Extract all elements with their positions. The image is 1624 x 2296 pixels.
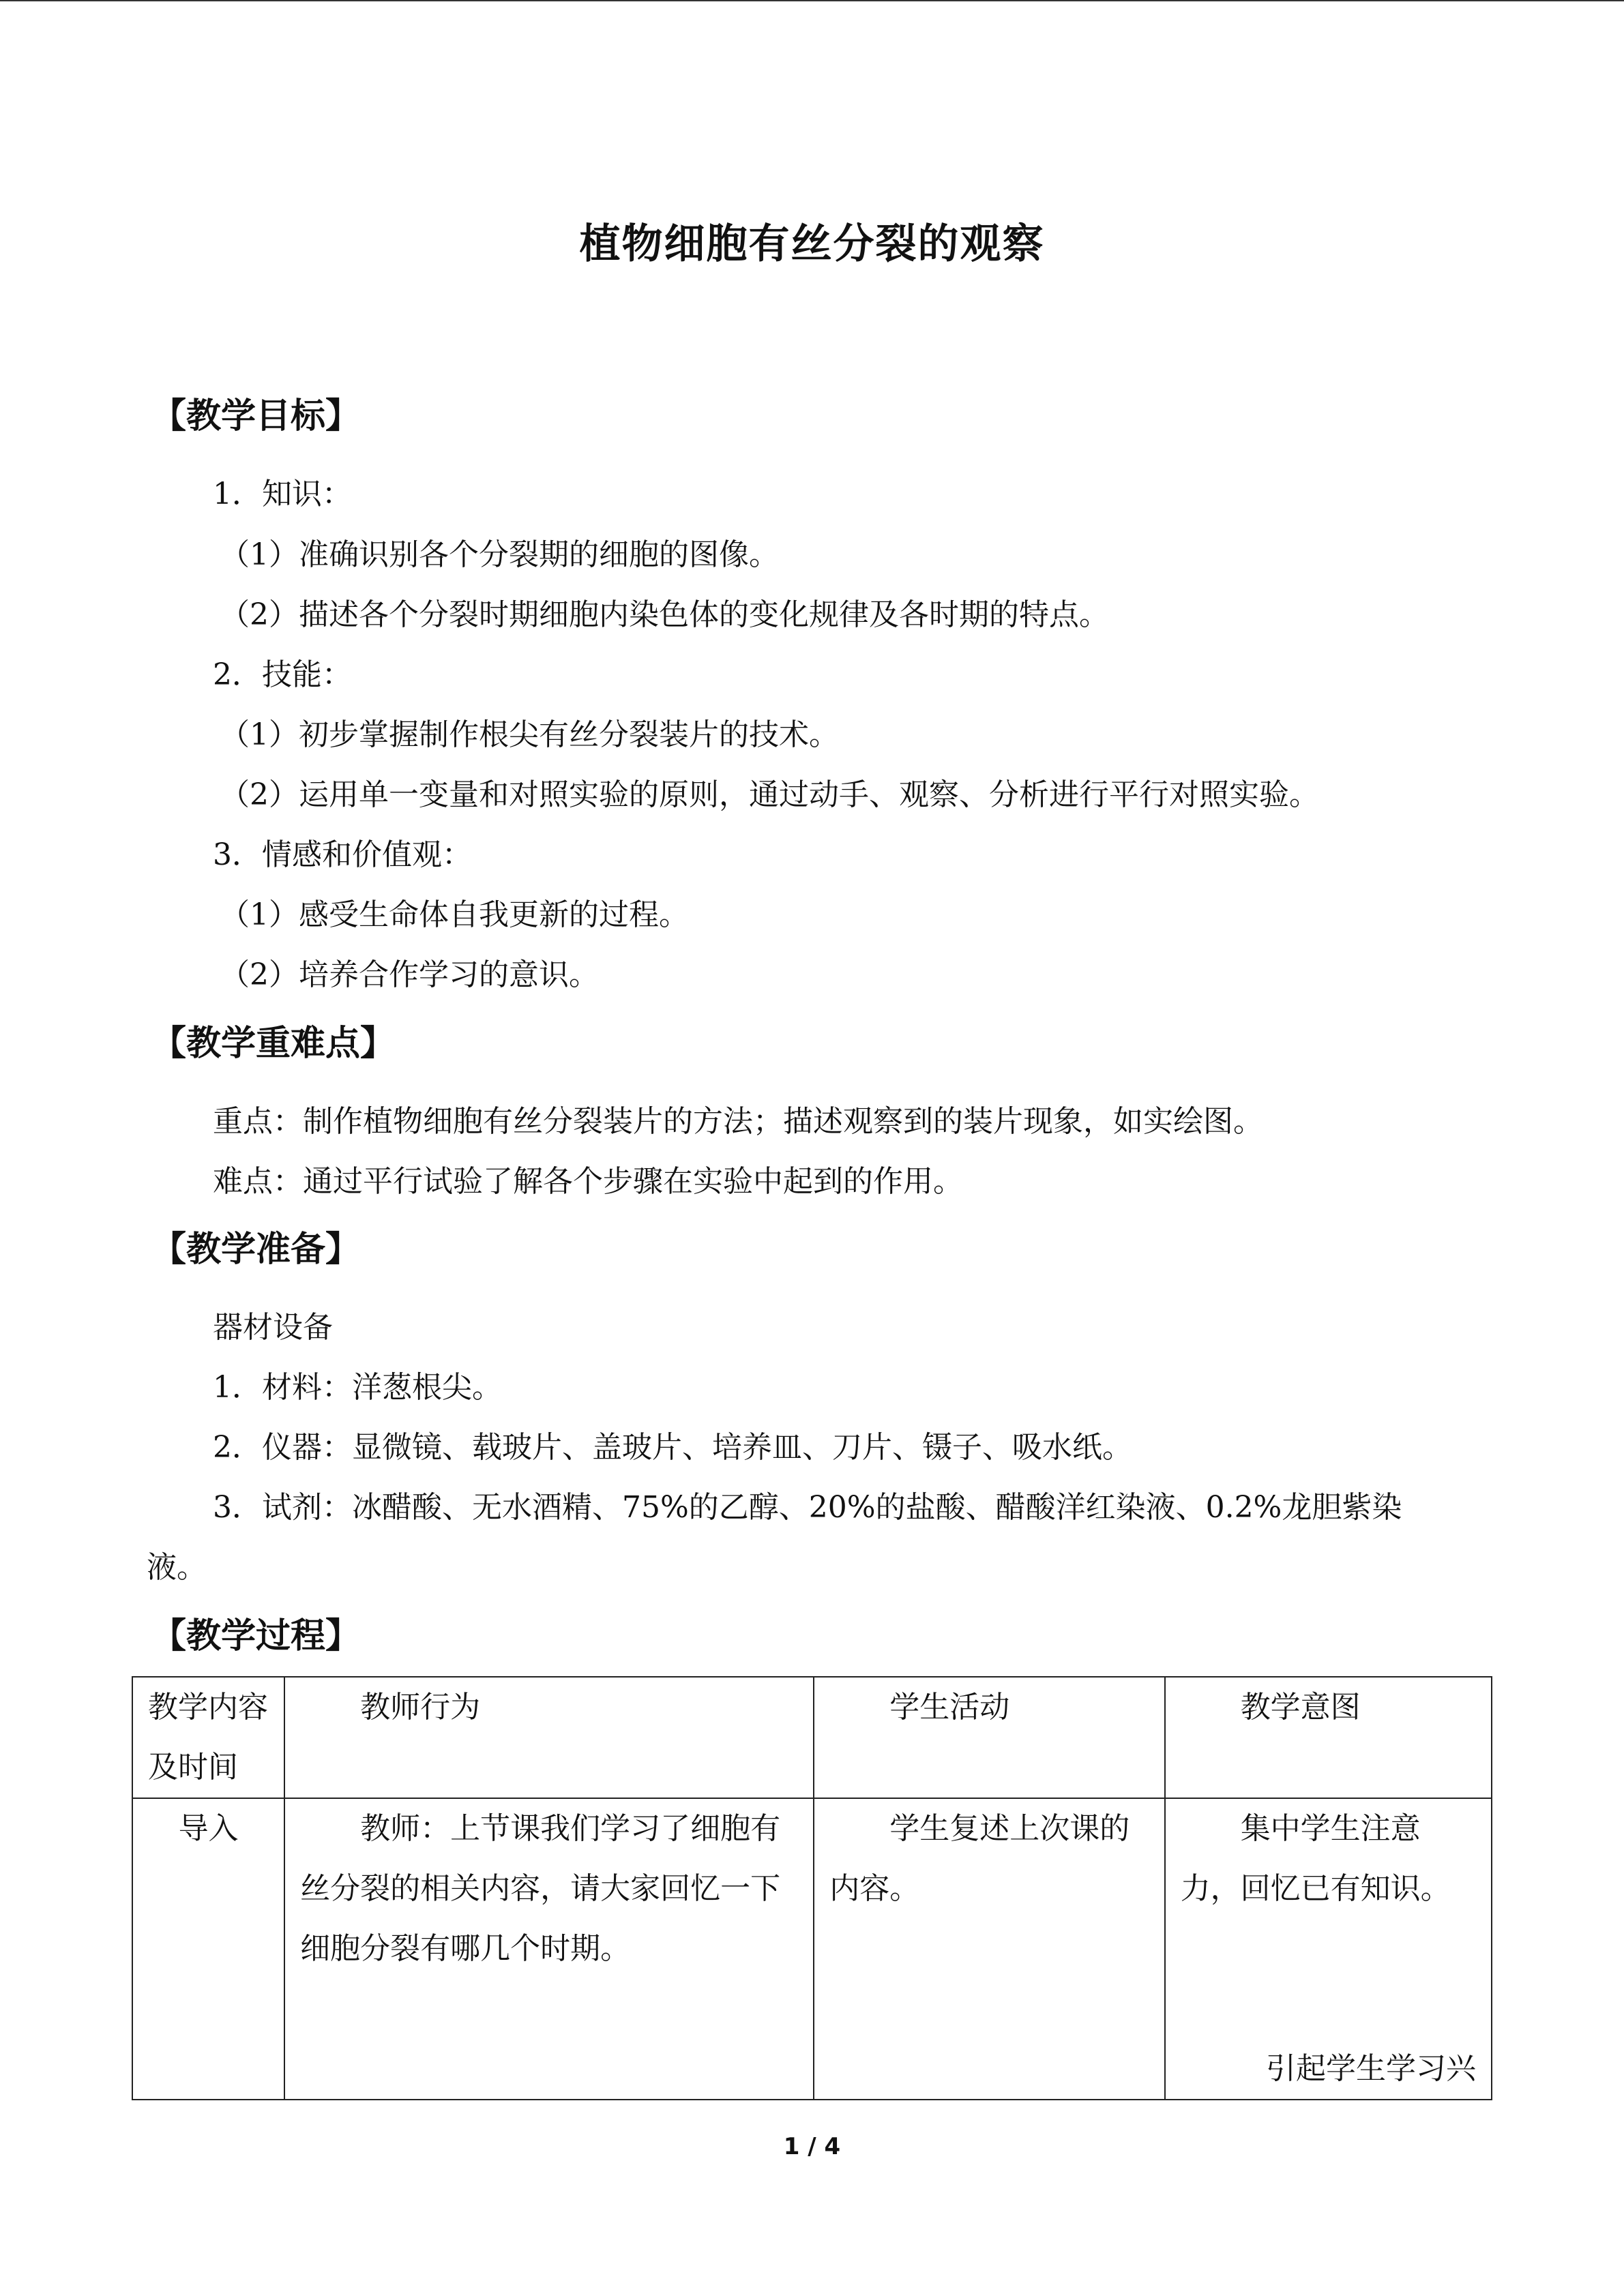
cell-intent-text: 集中学生注意力，回忆已有知识。 <box>1180 1811 1451 1906</box>
heading-key-points: 【教学重难点】 <box>151 1024 396 1064</box>
page-number: 1 / 4 <box>783 2133 841 2160</box>
cell-content: 导入 <box>132 1798 284 2100</box>
preparation-line: 1．材料：洋葱根尖。 <box>213 1370 502 1405</box>
objective-line: 1．知识： <box>213 477 352 511</box>
table-row <box>132 1798 1492 2100</box>
objective-line: （1）准确识别各个分裂期的细胞的图像。 <box>220 537 779 572</box>
objective-line: （1）感受生命体自我更新的过程。 <box>220 897 689 932</box>
objective-line: 2．技能： <box>213 657 352 692</box>
key-point-line: 难点：通过平行试验了解各个步骤在实验中起到的作用。 <box>213 1164 963 1199</box>
objective-line: （1）初步掌握制作根尖有丝分裂装片的技术。 <box>220 717 839 752</box>
header-student: 学生活动 <box>814 1677 1164 1798</box>
heading-objectives: 【教学目标】 <box>151 396 361 436</box>
objective-line: 3．情感和价值观： <box>213 837 472 872</box>
header-intent: 教学意图 <box>1165 1677 1492 1798</box>
cell-student: 学生复述上次课的内容。 <box>814 1798 1164 2100</box>
cell-intent-extra: 引起学生学习兴 <box>1266 2051 1476 2086</box>
cell-teacher: 教师：上节课我们学习了细胞有丝分裂的相关内容，请大家回忆一下细胞分裂有哪几个时期。 <box>284 1798 814 2100</box>
objective-line: （2）运用单一变量和对照实验的原则，通过动手、观察、分析进行平行对照实验。 <box>220 777 1319 812</box>
heading-preparation: 【教学准备】 <box>151 1229 361 1270</box>
preparation-line: 液。 <box>147 1550 207 1585</box>
cell-intent <box>1165 1798 1492 2100</box>
table-header-row <box>132 1677 1492 1798</box>
header-teacher: 教师行为 <box>284 1677 814 1798</box>
header-content-time: 教学内容及时间 <box>132 1677 284 1798</box>
process-table <box>132 1676 1492 2100</box>
objective-line: （2）描述各个分裂时期细胞内染色体的变化规律及各时期的特点。 <box>220 597 1109 632</box>
heading-process: 【教学过程】 <box>151 1616 361 1656</box>
preparation-line: 器材设备 <box>213 1310 333 1345</box>
objective-line: （2）培养合作学习的意识。 <box>220 957 599 992</box>
top-border <box>0 0 1624 1</box>
page-title: 植物细胞有丝分裂的观察 <box>579 220 1045 268</box>
preparation-line: 3．试剂：冰醋酸、无水酒精、75%的乙醇、20%的盐酸、醋酸洋红染液、0.2%龙胆紫染 <box>213 1490 1402 1525</box>
preparation-line: 2．仪器：显微镜、载玻片、盖玻片、培养皿、刀片、镊子、吸水纸。 <box>213 1430 1132 1465</box>
key-point-line: 重点：制作植物细胞有丝分裂装片的方法；描述观察到的装片现象，如实绘图。 <box>213 1104 1263 1139</box>
